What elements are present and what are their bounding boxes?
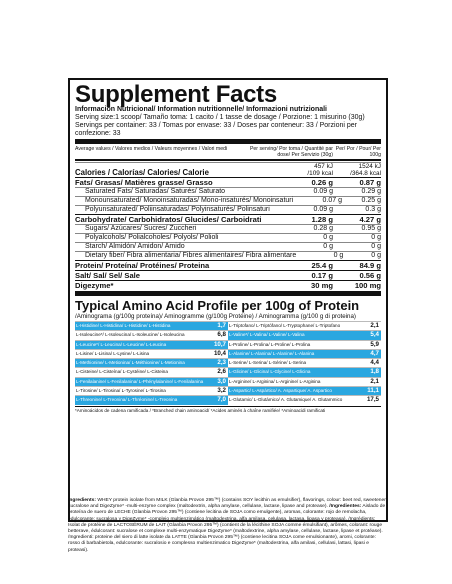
per-serving-value: 0.09 g bbox=[313, 206, 333, 213]
per-serving-value: 0.28 g bbox=[313, 225, 333, 232]
amino-acid-value: 11,1 bbox=[367, 387, 379, 395]
amino-subtitle: /Aminograma (g/100g proteína)/ Aminogramme (g/100g Protéine) / Aminogramma (g/100 g di proteina) bbox=[75, 313, 356, 320]
supplement-facts-panel bbox=[68, 78, 388, 522]
per-100g-value: 0.29 g bbox=[361, 188, 381, 195]
amino-footnote: *Aminoácidos de cadena ramificada / *Branched chain aminoacid/ *Acides aminés à chaîne ramifiée/ *Aminoacidi ramificati bbox=[75, 406, 381, 414]
per-serving-value: 0.09 g bbox=[313, 188, 333, 195]
nutrition-row bbox=[75, 205, 381, 214]
nutrient-label: Saturated Fats/ Saturadas/ Saturés/ Saturato bbox=[85, 188, 226, 195]
amino-column-left bbox=[75, 321, 228, 405]
per-100g-value: 100 mg bbox=[354, 281, 381, 290]
per-serving-header: Per serving/ Por toma / Quantité par dose/ Per Servizio (30g) bbox=[249, 146, 333, 158]
nutrition-row bbox=[75, 280, 381, 290]
per-100g-value bbox=[333, 163, 381, 177]
amino-acid-row bbox=[75, 395, 228, 404]
nutrient-label: Digezyme* bbox=[75, 281, 114, 290]
nutrition-row bbox=[75, 251, 381, 260]
amino-acid-value: 3,2 bbox=[217, 387, 226, 395]
nutrition-row bbox=[75, 187, 381, 196]
per-serving-value: 0 g bbox=[323, 243, 333, 250]
nutrient-label: Starch/ Almidón/ Amidon/ Amido bbox=[85, 243, 185, 250]
amino-acid-value: 5,4 bbox=[370, 331, 379, 339]
amino-acid-value: 2,3 bbox=[217, 359, 226, 367]
per-serving-value: 0 g bbox=[333, 252, 344, 259]
amino-acid-name: L-Histidine/ L-Histidina/ L-Histidine/ L-Histidina bbox=[76, 323, 171, 328]
value-part: 457 kJ bbox=[314, 163, 333, 170]
per-100g-value: 0 g bbox=[371, 243, 381, 250]
ingredients-text bbox=[68, 498, 388, 554]
amino-acid-row bbox=[228, 395, 381, 404]
per-serving-value: 0.26 g bbox=[311, 178, 333, 187]
nutrition-row bbox=[75, 233, 381, 242]
nutrient-label: Calories / Calorías/ Calories/ Calorie bbox=[75, 168, 209, 177]
per-serving-value: 0.07 g bbox=[322, 197, 342, 204]
ingredients-label: Ingredients: bbox=[68, 498, 96, 503]
avg-values-header: Average values / Valores medios / Valeurs moyennes / Valori medi bbox=[75, 146, 228, 152]
amino-acid-value: 3,0 bbox=[217, 377, 226, 385]
amino-acid-name: L-Glutamic/ L-Glutámico/ A. Glutamique/ A. Glutammico bbox=[229, 397, 343, 403]
amino-acid-row bbox=[75, 321, 228, 330]
value-part: /364.8 kcal bbox=[350, 170, 381, 177]
amino-acid-value: 7,0 bbox=[217, 396, 226, 404]
panel-title: Supplement Facts bbox=[75, 81, 277, 108]
nutrient-label: Salt/ Sal/ Sel/ Sale bbox=[75, 271, 141, 280]
amino-acid-row bbox=[228, 386, 381, 395]
amino-acid-name: L-Aspartic/ L-Aspártico/ A. Aspartique/ A. Aspartico bbox=[229, 388, 332, 394]
per-100g-value: 0.95 g bbox=[361, 225, 381, 232]
amino-title: Typical Amino Acid Profile per 100g of Protein bbox=[75, 298, 360, 313]
amino-acid-name: L-Isoleucine*/ L-Isoleucina/ L-Isoleucine/ L-Isoleucina bbox=[76, 332, 185, 338]
amino-acid-value: 1,7 bbox=[217, 322, 226, 329]
amino-acid-row bbox=[228, 330, 381, 339]
amino-acid-value: 1,8 bbox=[370, 368, 379, 376]
amino-acid-name: L-Fenilalanine/ L-Fenilalanina/ L-Phénylalanine/ L-Fenilalanina bbox=[76, 378, 204, 384]
nutrient-label: Sugars/ Azúcares/ Sucres/ Zuccheri bbox=[85, 225, 197, 232]
serving-size: Serving size:1 scoop/ Tamaño toma: 1 cacito / 1 tasse de dosage / Porzione: 1 misurino (30g) bbox=[75, 114, 365, 121]
nutrition-row bbox=[75, 242, 381, 251]
nutrition-row bbox=[75, 270, 381, 280]
amino-acid-value: 5,9 bbox=[370, 340, 379, 348]
amino-acid-name: L-Alanine/ L-Alanina/ L-Alanine/ L-Alanina bbox=[229, 350, 315, 356]
ingredients-body: Aislado de proteína de suero de LECHE (Glanbia Provon 295™) (contiene lecitina de SOJA como emulgente), aromas, colorante: rojo de remolacha, edulcorante: sucralosa y DigeZyme* -complejo multienzimático (maltodextrina, alfa amilasa, celulasa, lactasa, lipasa y proteasa). /Ingrédients: Isolat de protéine de LACTOSÉRUM de LAIT (Glanbia Provon 295™) (contient de la lécithine SOJA comme émulsifiant), arômes, colorant: rouge betterave, édulcorant: sucralose et complexe multi-enzymatique DigeZyme* (maltodextrine, alpha amylase, cellulase, lactase, lipase et protéase). /Ingredienti: proteine del siero di latte isolate da LATTE (Glanbia Provon 295™) (contiene lecitina SOJA come emulsionante), aromi, colorante: rosso di barbabietola, edulcorante: sucralosio e complesso multienzimatico DigeZyme* (maltodestrina, alfa amilasi, cellulasi, lattasi, lipasi e proteasi). bbox=[68, 504, 386, 553]
amino-acid-name: L-Cisteine/ L-Cisteína/ L-Cystéine/ L-Cisteina bbox=[76, 369, 168, 375]
per-100g-value: 0 g bbox=[371, 252, 381, 259]
nutrient-label: Polyalcohols/ Polialcoholes/ Polyols/ Polioli bbox=[85, 234, 219, 241]
amino-acid-row bbox=[75, 330, 228, 339]
amino-acid-row bbox=[228, 377, 381, 386]
amino-acid-value: 10,4 bbox=[213, 349, 226, 357]
per-serving-value bbox=[273, 163, 333, 177]
per-100g-value: 0 g bbox=[371, 234, 381, 241]
nutrition-row bbox=[75, 162, 381, 177]
amino-acid-name: L-Serine/ L-Serina/ L-Sérine/ L-Serina bbox=[229, 360, 307, 366]
amino-acid-row bbox=[75, 349, 228, 358]
amino-column-right bbox=[228, 321, 381, 405]
per-serving-value: 0.17 g bbox=[311, 271, 333, 280]
amino-acid-row bbox=[75, 358, 228, 367]
amino-acid-row bbox=[228, 358, 381, 367]
amino-acid-row bbox=[75, 340, 228, 349]
amino-acid-value: 17,5 bbox=[366, 396, 379, 404]
nutrient-label: Monounsaturated/ Monoinsaturadas/ Mono-insaturés/ Monoinsaturi bbox=[85, 197, 294, 204]
amino-acid-row bbox=[228, 321, 381, 330]
amino-acid-value: 2,1 bbox=[370, 377, 379, 385]
amino-acid-value: 4,4 bbox=[370, 359, 379, 367]
per-100g-header: Per/ Por / Pour/ Per 100g bbox=[335, 146, 381, 158]
amino-acid-name: L-Valine*/ L-Valina/ L-Valine/ L-Valina bbox=[229, 332, 305, 338]
nutrition-row bbox=[75, 196, 381, 205]
nutrition-rows bbox=[75, 162, 381, 290]
nutrient-label: Fats/ Grasas/ Matières grasse/ Grasso bbox=[75, 178, 213, 187]
ingredients-body: WHEY protein isolate from MILK (Glanbia Provon 295™) (contains SOY lecithin as emulsifier), flavorings, colour: beet red, sweetener: sucralose and DigeZyme* -multi-enzyme complex (maltodextrin, alpha amylase, cellulase, lactase, lipase and protease). bbox=[68, 498, 388, 510]
per-100g-value: 0.3 g bbox=[365, 206, 381, 213]
nutrient-label: Dietary fiber/ Fibra alimentaria/ Fibres alimentaires/ Fibra alimentare bbox=[85, 252, 297, 259]
amino-acid-name: L-Proline/ L-Prolina/ L-Proline/ L-Prolina bbox=[229, 341, 311, 347]
per-serving-value: 30 mg bbox=[311, 281, 333, 290]
value-part: 1524 kJ bbox=[358, 163, 381, 170]
amino-acid-name: L-Glicine/ L-Glicina/ L-Glycine/ L-Glicina bbox=[229, 369, 311, 375]
subtitle-info: Información Nutricional/ Information nutritionnelle/ Informazioni nutrizionali bbox=[75, 106, 327, 113]
amino-acid-name: L-Triptofano/ L-Triptófano/ L-Tryptophane/ L-Triptofano bbox=[229, 323, 341, 328]
per-100g-value: 0.25 g bbox=[361, 197, 381, 204]
amino-acid-row bbox=[75, 377, 228, 386]
per-100g-value: 0.87 g bbox=[359, 178, 381, 187]
divider bbox=[75, 139, 381, 144]
per-serving-value: 1.28 g bbox=[311, 215, 333, 224]
amino-acid-name: L-Leucine*/ L-Leucina/ L-Leucine/ L-Leucina bbox=[76, 341, 167, 347]
amino-acid-row bbox=[228, 340, 381, 349]
amino-acid-row bbox=[228, 349, 381, 358]
per-serving-value: 25.4 g bbox=[311, 261, 333, 270]
nutrient-label: Polyunsaturated/ Poliinsaturadas/ Polyinsaturés/ Polinsaturi bbox=[85, 206, 270, 213]
amino-acid-name: L-Tirosine/ L-Tirosina/ L-Tyrosine/ L-Tirosina bbox=[76, 388, 166, 394]
amino-acid-row bbox=[75, 367, 228, 376]
nutrient-label: Carbohydrate/ Carbohidratos/ Glucides/ Carboidrati bbox=[75, 215, 262, 224]
nutrition-row bbox=[75, 214, 381, 224]
amino-acid-value: 2,6 bbox=[217, 368, 226, 376]
amino-acid-name: L-Threonine/ L-Treonina/ L-Thréonine/ L-Treonina bbox=[76, 397, 178, 403]
amino-acid-value: 10,7 bbox=[213, 340, 226, 348]
table-header bbox=[75, 146, 381, 158]
per-serving-value: 0 g bbox=[323, 234, 333, 241]
per-100g-value: 4.27 g bbox=[359, 215, 381, 224]
amino-acid-row bbox=[75, 386, 228, 395]
ingredients-label: /Ingredientes: bbox=[329, 504, 362, 510]
nutrition-row bbox=[75, 260, 381, 270]
nutrition-row bbox=[75, 177, 381, 187]
amino-acid-value: 2,1 bbox=[370, 322, 379, 329]
divider bbox=[75, 159, 381, 161]
amino-acid-name: L-Methionine/ L-Metionina/ L-Méthionine/ L-Metionina bbox=[76, 360, 185, 366]
amino-acid-value: 4,7 bbox=[370, 349, 379, 357]
amino-acid-name: L-Arginine/ L-Arginina/ L-Arginine/ L-Arginina bbox=[229, 378, 321, 384]
amino-grid bbox=[75, 321, 381, 405]
value-part: /109 kcal bbox=[307, 170, 333, 177]
per-100g-value: 84.9 g bbox=[359, 261, 381, 270]
divider bbox=[75, 291, 381, 296]
amino-acid-name: L-Lisine/ L-Lisina/ L-Lysine/ L-Lisina bbox=[76, 350, 150, 356]
amino-acid-value: 6,8 bbox=[217, 331, 226, 339]
per-100g-value: 0.56 g bbox=[359, 271, 381, 280]
servings-per-container: Servings per container: 33 / Tomas por envase: 33 / Doses par conteneur: 33 / Porzioni per confezione: 33 bbox=[75, 122, 357, 137]
nutrient-label: Protein/ Proteína/ Protéines/ Proteina bbox=[75, 261, 210, 270]
nutrition-row bbox=[75, 224, 381, 233]
amino-acid-row bbox=[228, 367, 381, 376]
